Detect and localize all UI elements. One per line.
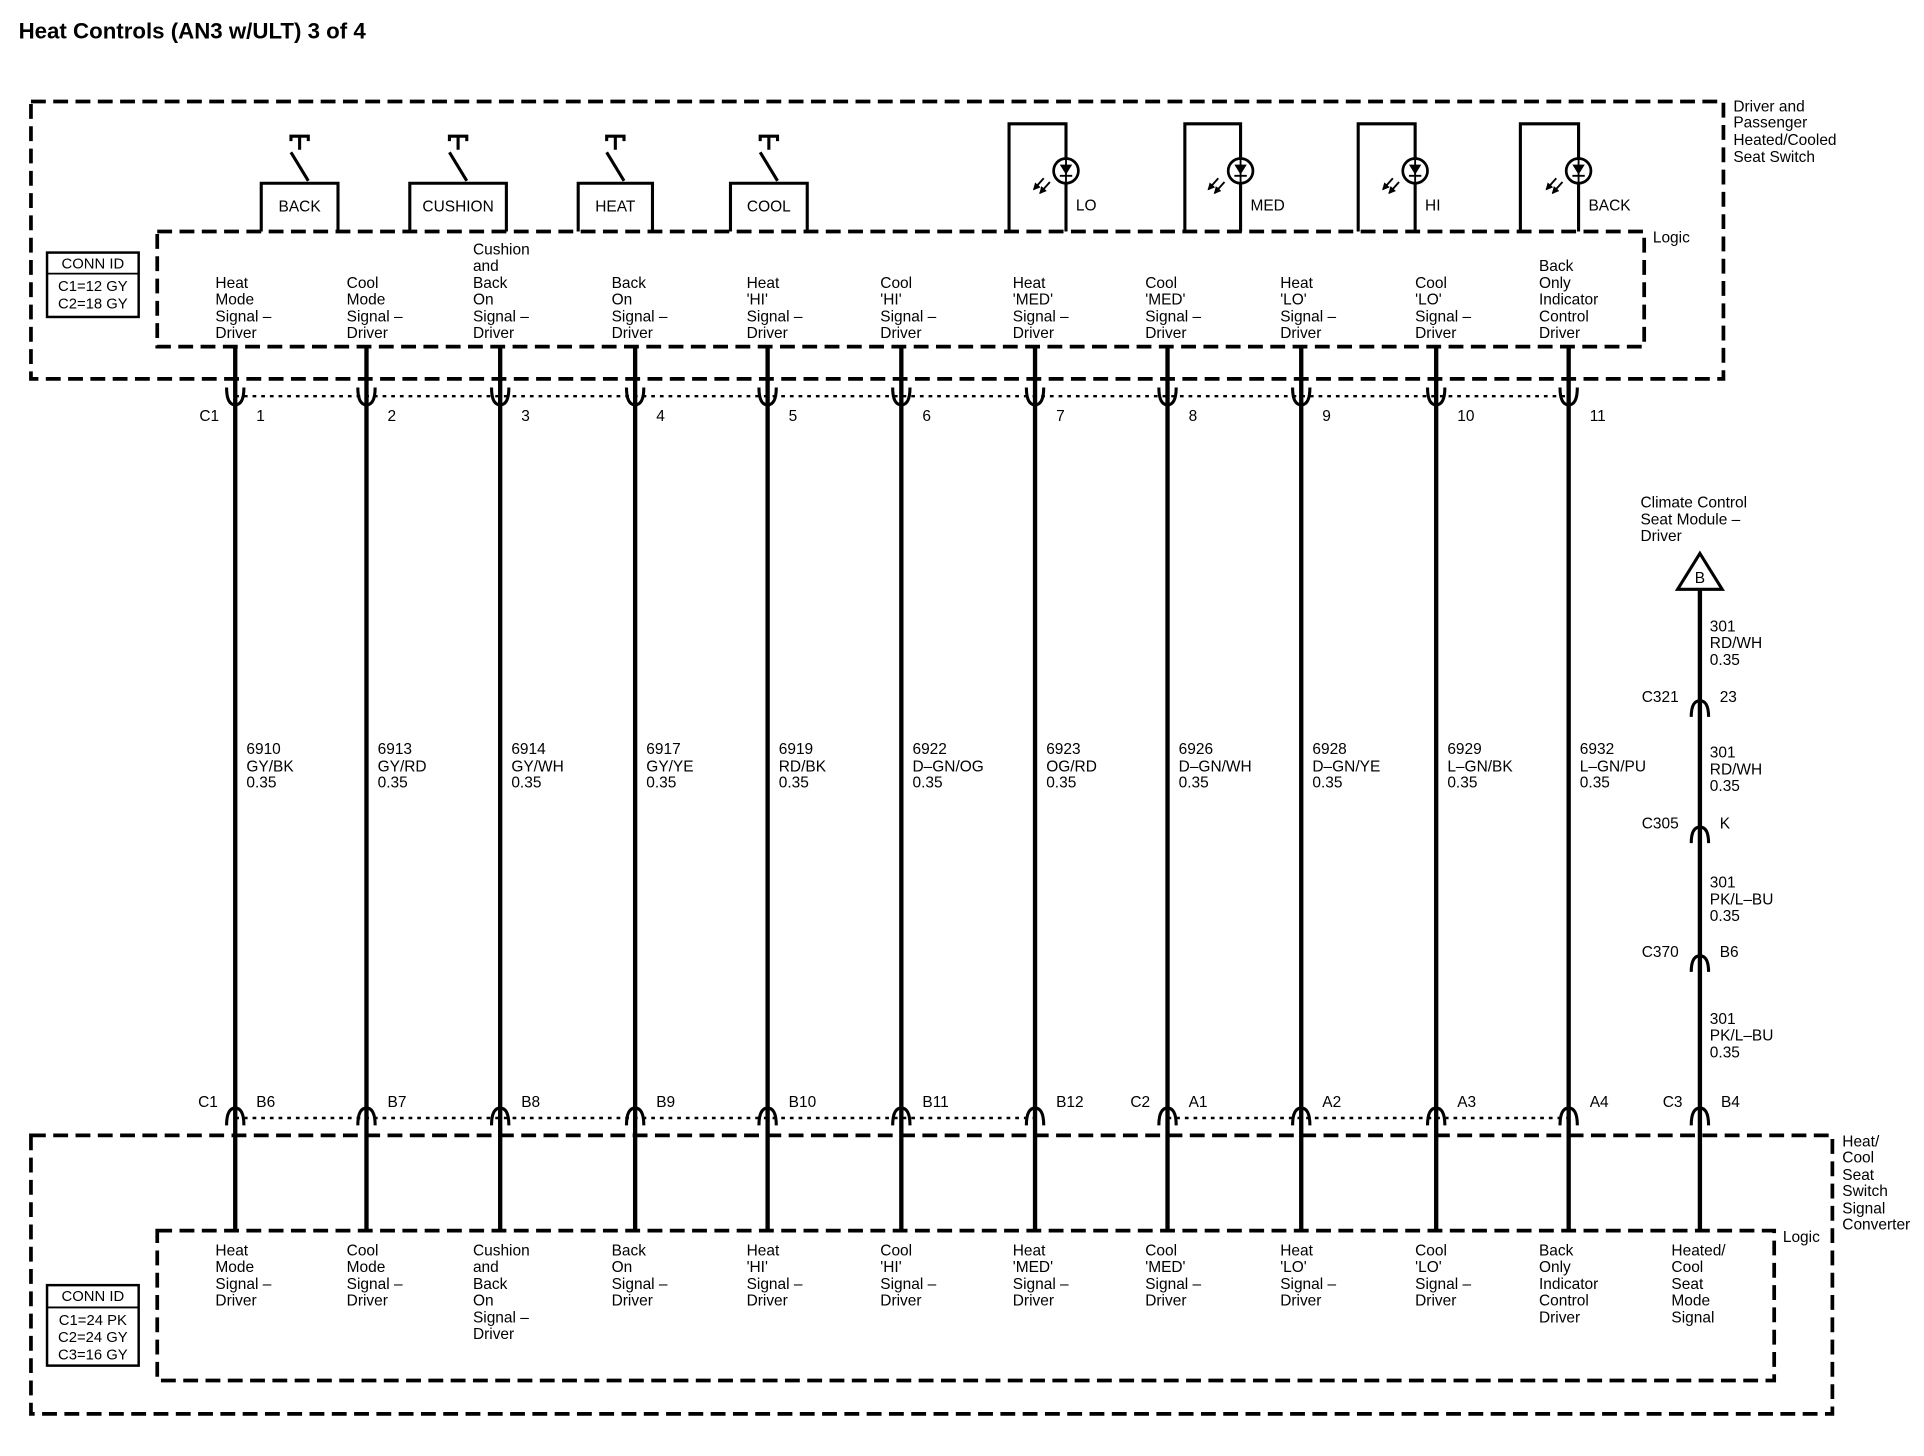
pin-function-text: Signal – (611, 308, 668, 326)
switch-module-outline (31, 102, 1723, 379)
switch-pin-label-4 (612, 275, 668, 342)
pin-function-text: 'HI' (746, 1259, 768, 1277)
pin-function-text: Cushion (472, 1242, 530, 1260)
pin-function-text: Back (611, 1242, 647, 1260)
converter-pin-label-5 (747, 1242, 803, 1309)
light-emission-arrow-icon (1553, 182, 1563, 193)
switch-pin-label-3 (473, 241, 530, 342)
pin-function-text: Heat (1012, 274, 1046, 292)
connector-pin-number: B4 (1720, 1093, 1740, 1111)
pin-function-text: Driver (472, 1326, 515, 1343)
connector-pin-number: 11 (1589, 407, 1606, 425)
conn-id-line: C3=16 GY (57, 1347, 128, 1364)
converter-module-name-line: Seat (1842, 1166, 1875, 1184)
connector-pin-number: 23 (1719, 689, 1737, 706)
pin-function-text: 'LO' (1415, 1259, 1442, 1277)
connector-name: C2 (1130, 1093, 1151, 1111)
pin-function-text: Cool (346, 274, 379, 292)
pin-function-text: Signal – (1012, 1275, 1069, 1293)
wire-size: 0.35 (511, 774, 542, 792)
pushbutton-switch-icon (760, 136, 777, 181)
pin-function-text: Driver (611, 325, 653, 342)
wire-color: D–GN/OG (912, 758, 984, 776)
light-emission-arrow-icon (1040, 182, 1050, 193)
connector-name: C321 (1641, 689, 1679, 706)
converter-module-name-line: Switch (1842, 1183, 1888, 1200)
pin-function-text: Driver (215, 1292, 257, 1310)
climate-module-name-line: Climate Control (1640, 494, 1748, 512)
switch-label: COOL (746, 198, 791, 216)
pin-function-text: Driver (880, 325, 922, 342)
converter-pin-label-2 (347, 1242, 403, 1309)
pin-function-text: and (472, 258, 499, 276)
pin-function-text: Heat (215, 1242, 249, 1260)
wire-circuit-number: 301 (1709, 618, 1736, 636)
conn-id-line: C1=12 GY (57, 278, 128, 295)
wire-size: 0.35 (246, 774, 277, 792)
pin-function-text: On (611, 291, 633, 309)
pin-function-text: Driver (1012, 1292, 1055, 1310)
pin-function-text: Only (1538, 274, 1571, 292)
wire-color: L–GN/BK (1447, 758, 1513, 776)
wire-circuit-number: 6932 (1579, 741, 1615, 758)
pin-function-text: Signal – (746, 308, 803, 326)
switch-4 (730, 136, 807, 231)
conn-id-header: CONN ID (61, 256, 125, 273)
pin-function-text: Cool (880, 1242, 913, 1260)
generated-circuit-elements (198, 124, 1773, 1343)
wire-color: GY/WH (511, 758, 564, 776)
converter-logic-box (157, 1231, 1774, 1381)
pin-function-text: Signal – (215, 308, 272, 326)
pin-function-text: Driver (1280, 1292, 1322, 1310)
wire-size: 0.35 (1709, 778, 1740, 796)
wire-size: 0.35 (912, 774, 943, 792)
climate-wire-segment-4 (1710, 1011, 1774, 1061)
pin-function-text: Cool (1415, 1242, 1447, 1260)
wire-size: 0.35 (1709, 1044, 1740, 1062)
wire-color: RD/BK (778, 758, 827, 776)
converter-pin-label-11 (1539, 1242, 1598, 1326)
switch-label: CUSHION (422, 198, 494, 216)
indicator-label: LO (1075, 197, 1097, 215)
climate-wire-segment-1 (1710, 618, 1762, 668)
connector-pin-number: B9 (656, 1093, 676, 1111)
pin-function-text: Seat (1671, 1275, 1704, 1293)
pin-function-text: Signal – (1145, 1275, 1202, 1293)
switch-conn-id-box (47, 253, 139, 317)
switch-pin-label-7 (1013, 275, 1069, 342)
wire-circuit-number: 6926 (1178, 741, 1214, 758)
pin-function-text: Driver (1538, 325, 1581, 342)
converter-pin-label-6 (880, 1242, 936, 1309)
switch-pin-label-8 (1145, 275, 1201, 342)
pin-function-text: Driver (1145, 325, 1187, 342)
wire-color: D–GN/YE (1312, 758, 1381, 776)
pin-function-text: Driver (880, 1292, 922, 1310)
pin-function-text: Cool (346, 1242, 379, 1260)
converter-conn-id-box (47, 1285, 139, 1365)
pin-function-text: Heated/ (1671, 1242, 1726, 1260)
connector-name: C305 (1641, 815, 1679, 833)
pin-function-text: Signal – (1012, 308, 1069, 326)
wire-color: OG/RD (1046, 758, 1097, 776)
pin-function-text: Cool (1671, 1259, 1704, 1277)
switch-module-name-line: Seat Switch (1733, 149, 1816, 167)
pin-function-text: Heat (1012, 1242, 1046, 1260)
wire-size: 0.35 (1046, 774, 1077, 792)
pin-function-text: Driver (1280, 325, 1322, 342)
pin-function-text: Cool (1415, 274, 1447, 292)
pin-function-text: On (472, 291, 494, 309)
switch-2 (410, 136, 507, 231)
wire-size: 0.35 (1312, 774, 1343, 792)
converter-pin-label-12 (1671, 1242, 1726, 1326)
pin-function-text: Signal – (1415, 1275, 1472, 1293)
pin-function-text: Back (1538, 258, 1574, 276)
wire-circuit-number: 6914 (511, 741, 546, 758)
converter-module-name-line: Converter (1842, 1216, 1911, 1234)
pin-function-text: Indicator (1538, 1275, 1599, 1293)
pin-function-text: and (472, 1259, 499, 1277)
pin-function-text: Driver (472, 325, 515, 342)
wire-circuit-number: 6929 (1447, 741, 1482, 758)
pin-function-text: 'HI' (880, 1259, 902, 1277)
pin-function-text: Driver (1415, 325, 1457, 342)
wire-circuit-number: 6913 (377, 741, 413, 758)
connector-pin-number: 4 (656, 407, 665, 425)
pin-function-text: Mode (215, 291, 255, 309)
conn-id-line: C2=24 GY (57, 1330, 128, 1347)
indicator-label: BACK (1588, 197, 1631, 215)
indicator-1 (1009, 124, 1096, 232)
pin-function-text: Control (1538, 308, 1589, 326)
pin-function-text: 'MED' (1145, 1259, 1186, 1277)
connector-pin-number: A1 (1188, 1093, 1208, 1111)
connector-pin-number: 7 (1056, 407, 1065, 425)
pin-function-text: Back (611, 274, 647, 292)
wire-size: 0.35 (646, 774, 677, 792)
wire-size: 0.35 (377, 774, 408, 792)
switch-module-name-line: Driver and (1733, 98, 1805, 116)
climate-wire-segment-3 (1710, 875, 1774, 925)
wire-size: 0.35 (1178, 774, 1209, 792)
light-emission-arrow-icon (1389, 182, 1399, 193)
pin-function-text: Back (472, 274, 508, 292)
connector-bottom-group-2 (1130, 1094, 1609, 1126)
indicator-label: HI (1425, 197, 1441, 215)
light-emission-arrow-icon (1546, 178, 1556, 189)
converter-pin-label-3 (473, 1242, 530, 1343)
wire-circuit-number: 6922 (912, 741, 947, 758)
wire-color: GY/RD (377, 758, 427, 776)
connector-pin-number: 6 (922, 407, 931, 425)
switch-module-name-line: Heated/Cooled (1733, 131, 1837, 149)
wire-circuit-number: 301 (1709, 1010, 1736, 1028)
switch-pin-label-1 (215, 275, 271, 342)
switch-module-name-line: Passenger (1733, 114, 1808, 132)
switch-pin-label-2 (347, 275, 403, 342)
pin-function-text: Back (472, 1275, 508, 1293)
connector-pin-number: B6 (256, 1093, 276, 1111)
pin-function-text: 'MED' (1012, 291, 1054, 309)
climate-wire-segment-2 (1710, 745, 1762, 795)
pushbutton-switch-icon (449, 136, 466, 181)
pushbutton-switch-icon (291, 136, 308, 181)
pin-function-text: Heat (1280, 1242, 1313, 1260)
switch-pin-label-6 (880, 275, 936, 342)
pin-function-text: 'LO' (1280, 1259, 1307, 1277)
switch-pin-label-11 (1539, 258, 1598, 342)
converter-pin-label-8 (1145, 1242, 1201, 1309)
pin-function-text: Signal – (346, 308, 403, 326)
pin-function-text: Signal – (1415, 308, 1472, 326)
pin-function-text: Signal – (1280, 308, 1337, 326)
pin-function-text: Heat (1280, 274, 1313, 292)
wire-circuit-number: 6917 (646, 741, 681, 758)
pin-function-text: On (611, 1259, 633, 1277)
pin-function-text: 'LO' (1415, 291, 1442, 309)
wire-size: 0.35 (1579, 774, 1610, 792)
converter-pin-label-9 (1280, 1242, 1336, 1309)
wire-size: 0.35 (1709, 908, 1740, 926)
pin-function-text: Mode (215, 1259, 255, 1277)
connector-pin-number: B10 (788, 1093, 817, 1111)
indicator-3 (1358, 124, 1440, 232)
converter-pin-label-4 (612, 1242, 668, 1309)
connector-name: C370 (1641, 944, 1679, 962)
wire-circuit-number: 6923 (1046, 741, 1081, 758)
conn-id-line: C1=24 PK (58, 1312, 127, 1329)
converter-pin-label-1 (215, 1242, 271, 1309)
pin-function-text: Signal – (472, 308, 529, 326)
pin-function-text: Signal – (472, 1309, 529, 1327)
pin-function-text: Mode (1671, 1292, 1711, 1310)
wire-color: PK/L–BU (1709, 891, 1774, 909)
connector-name: C1 (198, 1093, 218, 1111)
light-emission-arrow-icon (1208, 178, 1218, 189)
pin-function-text: Only (1538, 1259, 1571, 1277)
connector-pin-number: 8 (1188, 407, 1198, 425)
pin-function-text: 'MED' (1145, 291, 1186, 309)
indicator-label: MED (1250, 197, 1285, 215)
switch-1 (261, 136, 338, 231)
pin-function-text: Driver (746, 1292, 788, 1310)
inline-connector-1 (1642, 689, 1737, 717)
switch-label: HEAT (595, 198, 636, 216)
wire-circuit-number: 301 (1709, 744, 1736, 762)
pin-function-text: Mode (346, 291, 386, 309)
switch-label: BACK (278, 198, 321, 216)
converter-module-name-line: Heat/ (1842, 1133, 1880, 1151)
connector-pin-number: A4 (1589, 1093, 1609, 1111)
converter-module-name-line: Cool (1842, 1149, 1875, 1167)
pin-function-text: Driver (346, 1292, 388, 1310)
connector-pin-number: 9 (1322, 407, 1331, 425)
pin-function-text: Cool (880, 274, 913, 292)
connector-pin-number: B11 (922, 1093, 949, 1111)
switch-pin-label-10 (1415, 275, 1471, 342)
pin-function-text: Heat (746, 274, 780, 292)
pin-function-text: Driver (1012, 325, 1055, 342)
wire-size: 0.35 (1447, 774, 1478, 792)
pushbutton-switch-icon (607, 136, 624, 181)
switch-3 (578, 136, 652, 231)
conn-id-header: CONN ID (61, 1289, 125, 1306)
pin-function-text: On (472, 1292, 494, 1310)
wire-size: 0.35 (778, 774, 809, 792)
wire-color: GY/BK (246, 758, 294, 776)
pin-function-text: Driver (1415, 1292, 1457, 1310)
connector-pin-number: 3 (521, 407, 530, 425)
pin-function-text: 'MED' (1012, 1259, 1054, 1277)
pin-function-text: Driver (1145, 1292, 1187, 1310)
climate-module-name-line: Driver (1640, 528, 1682, 546)
converter-pin-label-7 (1013, 1242, 1069, 1309)
connector-pin-number: A3 (1457, 1093, 1477, 1111)
pin-function-text: Signal – (880, 1275, 937, 1293)
pin-function-text: Heat (215, 274, 249, 292)
connector-bottom-group-1 (198, 1094, 1084, 1126)
pin-function-text: Driver (746, 325, 788, 342)
connector-pin-number: 5 (788, 407, 798, 425)
pin-function-text: Signal – (1145, 308, 1202, 326)
pin-function-text: Signal – (611, 1275, 668, 1293)
light-emission-arrow-icon (1215, 182, 1225, 193)
wire-color: GY/YE (646, 758, 694, 776)
switch-logic-label: Logic (1652, 229, 1690, 247)
converter-module (31, 1133, 1910, 1413)
pin-function-text: Heat (746, 1242, 780, 1260)
inline-connector-2 (1642, 815, 1731, 843)
wire-circuit-number: 6919 (778, 741, 814, 758)
wire-color: D–GN/WH (1178, 758, 1252, 776)
pin-function-text: Control (1538, 1292, 1589, 1310)
wire-circuit-number: 6910 (246, 741, 281, 758)
light-emission-arrow-icon (1034, 178, 1044, 189)
switch-pin-label-9 (1280, 275, 1336, 342)
connector-pin-number: K (1719, 815, 1731, 833)
switch-pin-label-5 (747, 275, 803, 342)
light-emission-arrow-icon (1383, 178, 1393, 189)
indicator-4 (1520, 124, 1631, 232)
pin-function-text: Driver (1538, 1309, 1581, 1327)
wire-8 (1168, 348, 1252, 1231)
pin-function-text: Signal – (746, 1275, 803, 1293)
connector-pin-number: B6 (1719, 944, 1739, 962)
pin-function-text: Driver (346, 325, 388, 342)
pin-function-text: Cool (1145, 1242, 1178, 1260)
pin-function-text: Signal – (346, 1275, 403, 1293)
converter-module-name-line: Signal (1842, 1200, 1886, 1218)
pin-function-text: Driver (215, 325, 257, 342)
connector-pin-number: 2 (387, 407, 397, 425)
connector-pin-number: B8 (521, 1093, 541, 1111)
pin-function-text: Signal – (880, 308, 937, 326)
pin-function-text: Mode (346, 1259, 386, 1277)
pin-function-text: 'HI' (746, 291, 768, 309)
wire-color: PK/L–BU (1709, 1027, 1774, 1045)
connector-pin-number: B12 (1056, 1093, 1084, 1111)
pin-function-text: 'LO' (1280, 291, 1307, 309)
wire-color: L–GN/PU (1579, 758, 1647, 776)
pin-function-text: Signal (1671, 1309, 1715, 1327)
wire-circuit-number: 301 (1709, 874, 1736, 892)
pin-function-text: 'HI' (880, 291, 902, 309)
pin-function-text: Indicator (1538, 291, 1599, 309)
inline-connector-3 (1642, 944, 1739, 972)
pin-function-text: Signal – (1280, 1275, 1337, 1293)
connector-pin-number: 10 (1457, 407, 1475, 425)
conn-id-line: C2=18 GY (57, 296, 128, 313)
connector-pin-number: 1 (256, 407, 265, 425)
connector-name: C3 (1662, 1093, 1683, 1111)
indicator-2 (1185, 124, 1285, 232)
pin-function-text: Driver (611, 1292, 653, 1310)
wire-circuit-number: 6928 (1312, 741, 1347, 758)
climate-module-name-line: Seat Module – (1640, 511, 1741, 529)
connector-name: C1 (199, 407, 220, 425)
page-title: Heat Controls (AN3 w/ULT) 3 of 4 (18, 18, 366, 44)
pin-function-text: Signal – (215, 1275, 272, 1293)
pin-function-text: Cushion (472, 241, 530, 259)
pin-function-text: Back (1538, 1242, 1574, 1260)
reference-letter: B (1694, 570, 1706, 588)
wire-size: 0.35 (1709, 651, 1740, 669)
wire-color: RD/WH (1709, 635, 1763, 653)
converter-logic-label: Logic (1782, 1228, 1820, 1246)
connector-pin-number: B7 (387, 1093, 407, 1111)
converter-pin-label-10 (1415, 1242, 1471, 1309)
wire-color: RD/WH (1709, 761, 1763, 779)
pin-function-text: Cool (1145, 274, 1178, 292)
connector-pin-number: A2 (1322, 1093, 1342, 1111)
